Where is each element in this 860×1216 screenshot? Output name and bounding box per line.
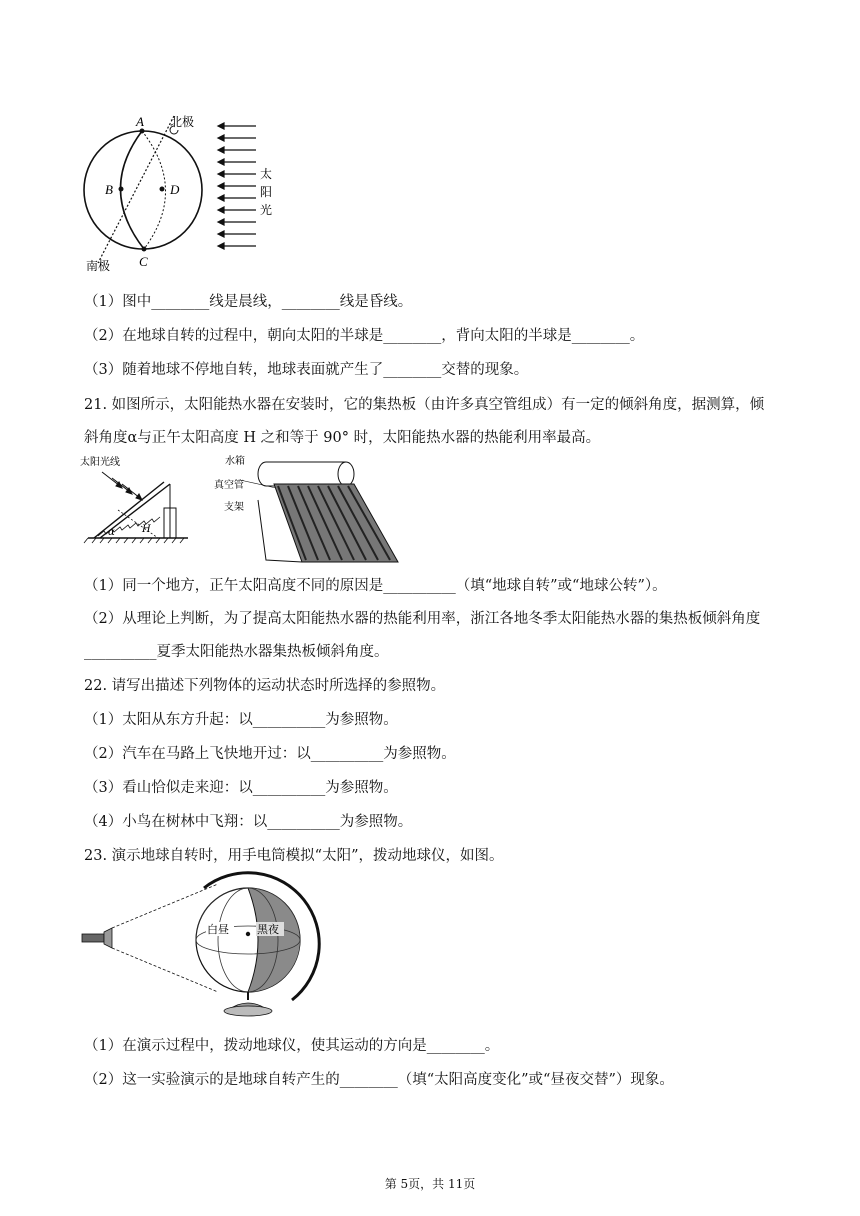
q21-part2-line1: （2）从理论上判断，为了提高太阳能热水器的热能利用率，浙江各地冬季太阳能热水器的集热板倾斜角度 [84, 611, 761, 627]
page-footer: 第 5页，共 11页 [384, 1177, 476, 1191]
label-night: 黑夜 [257, 923, 279, 936]
globe-flashlight-figure [78, 870, 338, 1020]
q22-part3: （3）看山恰似走来迎：以__________为参照物。 [84, 780, 398, 796]
q23-part1: （1）在演示过程中，拨动地球仪，使其运动的方向是________。 [84, 1038, 500, 1054]
label-B: B [105, 182, 113, 197]
q20-part1: （1）图中________线是晨线，________线是昏线。 [84, 294, 413, 310]
label-north-pole: 北极 [170, 115, 195, 129]
q20-part2: （2）在地球自转的过程中，朝向太阳的半球是________，背向太阳的半球是________。 [84, 328, 645, 344]
label-tank: 水箱 [225, 456, 245, 467]
solar-heater-figure [78, 450, 408, 565]
sun-char-2: 阳 [260, 185, 273, 199]
label-H: H [142, 524, 151, 535]
label-alpha: α [108, 527, 115, 538]
q21-part1: （1）同一个地方，正午太阳高度不同的原因是__________（填“地球自转”或“地球公转”）。 [84, 578, 667, 594]
q21-part2-line2: __________夏季太阳能热水器集热板倾斜角度。 [84, 644, 389, 660]
label-day: 白昼 [207, 923, 229, 936]
label-tube: 真空管 [214, 480, 244, 491]
sun-char-1: 太 [260, 167, 273, 181]
label-A: A [136, 114, 144, 129]
label-C: C [139, 254, 148, 269]
earth-terminator-figure [78, 108, 278, 278]
q20-part3: （3）随着地球不停地自转，地球表面就产生了________交替的现象。 [84, 362, 529, 378]
q21-stem-line2: 斜角度α与正午太阳高度 H 之和等于 90° 时，太阳能热水器的热能利用率最高。 [84, 430, 601, 446]
sun-char-3: 光 [260, 203, 273, 217]
q22-part4: （4）小鸟在树林中飞翔：以__________为参照物。 [84, 814, 413, 830]
label-stand: 支架 [224, 502, 244, 513]
q23-stem: 23. 演示地球自转时，用手电筒模拟“太阳”，拨动地球仪，如图。 [84, 848, 504, 864]
label-south-pole: 南极 [86, 259, 111, 273]
label-sunlight: 太阳光线 [80, 457, 120, 468]
q22-part1: （1）太阳从东方升起：以__________为参照物。 [84, 712, 398, 728]
q22-part2: （2）汽车在马路上飞快地开过：以__________为参照物。 [84, 746, 456, 762]
q23-part2: （2）这一实验演示的是地球自转产生的________（填“太阳高度变化”或“昼夜交替”）现象。 [84, 1072, 674, 1088]
q21-stem-line1: 21. 如图所示，太阳能热水器在安装时，它的集热板（由许多真空管组成）有一定的倾斜角度，据测算，倾 [84, 397, 765, 413]
sunlight-arrows [218, 123, 256, 249]
label-D: D [170, 182, 180, 197]
q22-stem: 22. 请写出描述下列物体的运动状态时所选择的参照物。 [84, 678, 446, 694]
